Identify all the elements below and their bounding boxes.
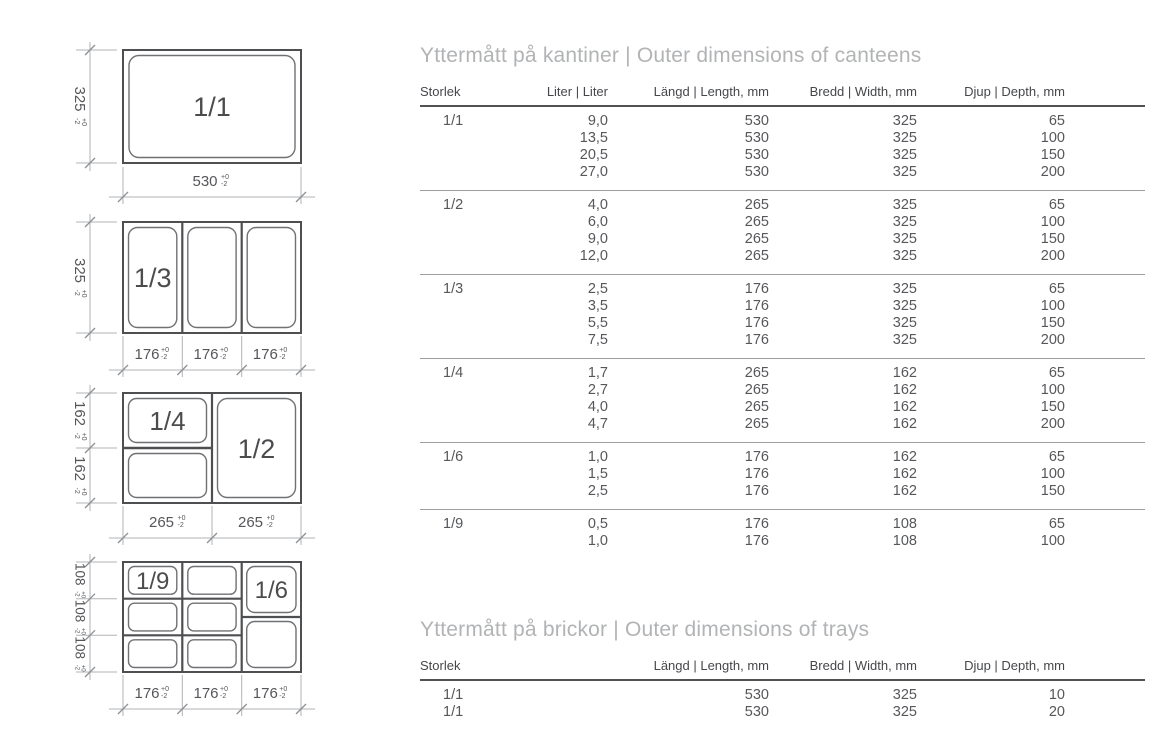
cell-value: 325	[892, 298, 917, 314]
table-row	[420, 332, 1145, 359]
cell-size	[420, 382, 490, 399]
cell-size	[420, 248, 490, 275]
cell-value: 325	[892, 164, 917, 180]
cell-value: 530	[744, 147, 769, 163]
cell-value: 9,0	[587, 231, 608, 247]
cell-value: 162	[892, 416, 917, 432]
table-header-row	[420, 658, 1145, 680]
cell-value: 100	[1040, 130, 1065, 146]
height-dimension	[71, 401, 88, 441]
cell-value: 162	[892, 483, 917, 499]
cell-value: 265	[744, 231, 769, 247]
col-header-width: Bredd | Width, mm	[809, 84, 917, 99]
dim-tolerance-plus: +0	[79, 628, 86, 635]
height-dimension	[72, 563, 87, 599]
cell-value: 150	[1040, 399, 1065, 415]
cell-spacer	[1065, 147, 1145, 164]
dim-tolerance-minus: -2	[279, 693, 286, 700]
cell-value: 9,0	[587, 113, 608, 129]
dim-tolerance-plus: +0	[279, 347, 288, 354]
cell-value: 176	[744, 315, 769, 331]
cell-value: 65	[1048, 281, 1065, 297]
dim-tolerance-plus: +0	[161, 686, 169, 693]
pan-size-label: 1/9	[136, 568, 170, 595]
canteens-table	[420, 84, 1145, 559]
width-dimension	[134, 346, 287, 363]
cell-value: 325	[892, 197, 917, 213]
dim-value: 530	[192, 173, 218, 190]
dim-tolerance-plus: +0	[80, 289, 87, 298]
cell-size	[420, 147, 490, 164]
cell-value: 176	[744, 281, 769, 297]
canteens-section	[420, 44, 1149, 559]
dim-value: 176	[134, 346, 160, 363]
dim-tolerance-plus: +0	[266, 515, 275, 522]
cell-value: 4,0	[587, 197, 608, 213]
cell-value: 200	[1040, 248, 1065, 264]
table-row	[420, 704, 1145, 730]
height-dimension	[72, 600, 87, 636]
cell-size	[420, 214, 490, 231]
dimension-diagrams	[0, 0, 420, 754]
pan-inner-outline	[188, 228, 236, 328]
cell-value: 530	[744, 130, 769, 146]
table-row	[420, 399, 1145, 416]
cell-value: 200	[1040, 416, 1065, 432]
cell-value: 265	[744, 365, 769, 381]
cell-value: 20	[1048, 704, 1065, 720]
cell-value: 65	[1048, 197, 1065, 213]
table-row	[420, 443, 1145, 467]
dim-tolerance-minus: -2	[73, 118, 80, 125]
cell-value: 4,0	[587, 399, 608, 415]
cell-size: 1/4	[443, 365, 464, 381]
cell-value: 100	[1040, 298, 1065, 314]
cell-size: 1/3	[443, 281, 464, 297]
dim-tolerance-minus: -2	[220, 693, 227, 700]
cell-value: 1,0	[587, 533, 608, 549]
cell-value: 7,5	[587, 332, 608, 348]
cell-value: 325	[892, 332, 917, 348]
dim-tolerance-minus: -2	[266, 522, 273, 529]
cell-size	[420, 231, 490, 248]
cell-spacer	[1065, 704, 1145, 730]
cell-size	[420, 130, 490, 147]
cell-value: 325	[892, 113, 917, 129]
cell-spacer	[1065, 399, 1145, 416]
cell-value: 150	[1040, 483, 1065, 499]
dim-tolerance-plus: +0	[80, 118, 87, 126]
dim-tolerance-plus: +0	[79, 664, 86, 672]
cell-size: 1/1	[443, 704, 464, 720]
cell-value: 150	[1040, 231, 1065, 247]
dim-value: 176	[193, 346, 219, 363]
dim-tolerance-plus: +0	[220, 686, 228, 693]
cell-value: 162	[892, 365, 917, 381]
cell-size	[420, 416, 490, 443]
cell-spacer	[1065, 510, 1145, 534]
dim-tolerance-minus: -2	[221, 181, 228, 188]
cell-spacer	[1065, 248, 1145, 275]
table-row	[420, 191, 1145, 215]
dim-tolerance-minus: -2	[161, 354, 168, 361]
col-header-storlek: Storlek	[420, 658, 461, 673]
cell-value: 325	[892, 315, 917, 331]
cell-value: 176	[744, 516, 769, 532]
cell-value: 325	[892, 147, 917, 163]
dim-tolerance-plus: +0	[80, 432, 87, 441]
cell-value: 20,5	[579, 147, 608, 163]
cell-value: 162	[892, 382, 917, 398]
cell-value: 100	[1040, 533, 1065, 549]
cell-value: 150	[1040, 147, 1065, 163]
pan-size-label: 1/6	[254, 577, 288, 604]
dim-value: 325	[71, 86, 88, 112]
cell-value: 176	[744, 298, 769, 314]
col-header-length: Längd | Length, mm	[653, 658, 769, 673]
pan-inner-outline	[129, 640, 177, 668]
cell-value: 530	[744, 704, 769, 720]
cell-spacer	[1065, 483, 1145, 510]
cell-value: 65	[1048, 449, 1065, 465]
diagram-1-1	[71, 42, 315, 204]
cell-spacer	[1065, 275, 1145, 299]
dim-tolerance-minus: -2	[279, 354, 286, 361]
cell-size	[420, 332, 490, 359]
table-row	[420, 275, 1145, 299]
cell-spacer	[1065, 191, 1145, 215]
pan-size-label: 1/2	[237, 434, 276, 464]
cell-value: 0,5	[587, 516, 608, 532]
pan-inner-outline	[129, 454, 207, 498]
table-row	[420, 298, 1145, 315]
cell-value: 530	[744, 164, 769, 180]
height-dimension	[72, 636, 87, 672]
width-dimension	[134, 685, 287, 702]
cell-value: 1,7	[587, 365, 608, 381]
dim-tolerance-minus: -2	[220, 354, 227, 361]
dim-value: 108	[72, 599, 88, 623]
width-dimension	[192, 173, 229, 190]
col-header-depth: Djup | Depth, mm	[964, 84, 1065, 99]
cell-value: 265	[744, 214, 769, 230]
cell-size: 1/1	[443, 687, 464, 703]
dim-tolerance-minus: -2	[73, 289, 80, 296]
trays-table-title: Yttermått på brickor | Outer dimensions of trays	[420, 618, 870, 641]
dim-tolerance-minus: -2	[73, 664, 80, 671]
cell-value: 265	[744, 248, 769, 264]
cell-spacer	[1065, 382, 1145, 399]
dim-tolerance-minus: -2	[161, 693, 168, 700]
cell-spacer	[1065, 298, 1145, 315]
dim-tolerance-plus: +0	[220, 347, 228, 354]
dim-tolerance-minus: -2	[73, 591, 80, 597]
cell-spacer	[1065, 164, 1145, 191]
dim-tolerance-minus: -2	[177, 522, 184, 529]
pan-inner-outline	[129, 603, 177, 631]
height-dimension	[71, 456, 88, 496]
dim-tolerance-plus: +0	[221, 174, 229, 181]
cell-size	[420, 466, 490, 483]
dim-value: 108	[72, 636, 88, 659]
dim-value: 265	[148, 514, 175, 531]
table-header-row	[420, 84, 1145, 106]
dim-value: 176	[134, 685, 160, 702]
cell-value: 100	[1040, 382, 1065, 398]
cell-value: 325	[892, 248, 917, 264]
cell-value: 176	[744, 449, 769, 465]
cell-value: 325	[892, 231, 917, 247]
cell-spacer	[1065, 315, 1145, 332]
cell-spacer	[1065, 466, 1145, 483]
diagram-1-9-1-6	[72, 554, 315, 716]
diagram-1-3	[71, 214, 315, 377]
cell-value: 265	[744, 416, 769, 432]
cell-value: 325	[892, 281, 917, 297]
table-row	[420, 164, 1145, 191]
cell-size: 1/1	[443, 113, 464, 129]
cell-size	[420, 298, 490, 315]
cell-value: 265	[744, 399, 769, 415]
table-row	[420, 382, 1145, 399]
cell-value: 100	[1040, 466, 1065, 482]
cell-spacer	[1065, 443, 1145, 467]
cell-value: 325	[892, 214, 917, 230]
cell-size: 1/6	[443, 449, 464, 465]
cell-size: 1/9	[443, 516, 464, 532]
pan-inner-outline	[188, 603, 236, 631]
dim-value: 108	[72, 563, 88, 586]
table-row	[420, 106, 1145, 130]
col-header-spacer	[1065, 658, 1145, 680]
dim-tolerance-plus: +0	[161, 347, 169, 354]
pan-inner-outline	[247, 622, 296, 668]
cell-size	[420, 483, 490, 510]
cell-spacer	[1065, 680, 1145, 704]
col-header-depth: Djup | Depth, mm	[964, 658, 1065, 673]
dim-value: 176	[252, 346, 278, 363]
dim-value: 162	[71, 400, 88, 427]
table-row	[420, 533, 1145, 559]
cell-spacer	[1065, 231, 1145, 248]
cell-value: 200	[1040, 332, 1065, 348]
trays-section	[420, 618, 1149, 730]
cell-value: 325	[892, 704, 917, 720]
cell-value: 176	[744, 533, 769, 549]
pan-inner-outline	[188, 567, 236, 595]
dim-value: 265	[237, 514, 264, 531]
cell-spacer	[1065, 533, 1145, 559]
cell-value: 2,5	[587, 483, 608, 499]
pan-inner-outline	[188, 640, 236, 668]
cell-size	[420, 533, 490, 559]
cell-spacer	[1065, 416, 1145, 443]
cell-value: 2,5	[587, 281, 608, 297]
dim-value: 176	[193, 685, 219, 702]
cell-value: 265	[744, 382, 769, 398]
cell-value: 108	[892, 516, 917, 532]
cell-spacer	[1065, 359, 1145, 383]
col-header-length: Längd | Length, mm	[653, 84, 769, 99]
cell-value: 6,0	[587, 214, 608, 230]
dim-tolerance-plus: +0	[79, 591, 86, 599]
pan-size-label: 1/3	[133, 263, 172, 293]
dim-value: 325	[71, 257, 88, 284]
canteens-table-body	[420, 106, 1145, 559]
table-row	[420, 147, 1145, 164]
dim-tolerance-plus: +0	[177, 515, 186, 522]
col-header-liter: Liter | Liter	[546, 84, 608, 99]
table-row	[420, 483, 1145, 510]
trays-table	[420, 658, 1145, 730]
cell-value: 3,5	[587, 298, 608, 314]
table-row	[420, 359, 1145, 383]
dim-value: 176	[252, 685, 278, 702]
table-row	[420, 130, 1145, 147]
cell-value: 325	[892, 687, 917, 703]
dim-value: 162	[71, 455, 88, 482]
cell-value: 12,0	[579, 248, 608, 264]
cell-value: 530	[744, 687, 769, 703]
cell-value: 65	[1048, 365, 1065, 381]
cell-value: 265	[744, 197, 769, 213]
cell-value: 176	[744, 483, 769, 499]
table-row	[420, 680, 1145, 704]
cell-value: 65	[1048, 113, 1065, 129]
cell-value: 13,5	[579, 130, 608, 146]
table-row	[420, 214, 1145, 231]
table-row	[420, 466, 1145, 483]
cell-value: 325	[892, 130, 917, 146]
cell-value: 162	[892, 466, 917, 482]
cell-value: 176	[744, 332, 769, 348]
cell-value: 108	[892, 533, 917, 549]
pan-size-label: 1/1	[193, 92, 231, 122]
cell-value: 200	[1040, 164, 1065, 180]
cell-spacer	[1065, 332, 1145, 359]
dim-tolerance-minus: -2	[73, 487, 80, 494]
cell-value: 27,0	[579, 164, 608, 180]
dim-tolerance-plus: +0	[279, 686, 288, 693]
trays-table-body	[420, 680, 1145, 730]
cell-value: 10	[1048, 687, 1065, 703]
cell-value: 162	[892, 449, 917, 465]
cell-value: 2,7	[587, 382, 608, 398]
cell-value: 1,5	[587, 466, 608, 482]
pan-inner-outline	[247, 228, 295, 328]
pan-size-label: 1/4	[149, 406, 186, 436]
cell-value: 4,7	[587, 416, 608, 432]
cell-size	[420, 164, 490, 191]
cell-value: 530	[744, 113, 769, 129]
col-header-width: Bredd | Width, mm	[809, 658, 917, 673]
col-header-spacer	[1065, 84, 1145, 106]
dimension-lines	[76, 385, 315, 545]
dim-tolerance-minus: -2	[73, 628, 80, 634]
table-row	[420, 231, 1145, 248]
diagram-1-4-1-2	[71, 385, 315, 545]
table-row	[420, 315, 1145, 332]
cell-value: 65	[1048, 516, 1065, 532]
table-row	[420, 510, 1145, 534]
cell-spacer	[1065, 214, 1145, 231]
cell-value: 176	[744, 466, 769, 482]
cell-size	[420, 399, 490, 416]
cell-value: 5,5	[587, 315, 608, 331]
table-row	[420, 416, 1145, 443]
canteens-table-title: Yttermått på kantiner | Outer dimensions of canteens	[420, 44, 922, 67]
dim-tolerance-plus: +0	[80, 487, 87, 496]
cell-spacer	[1065, 106, 1145, 130]
cell-size: 1/2	[443, 197, 464, 213]
dim-tolerance-minus: -2	[73, 432, 80, 439]
cell-value: 100	[1040, 214, 1065, 230]
cell-value: 1,0	[587, 449, 608, 465]
height-dimension	[71, 86, 88, 126]
cell-value: 162	[892, 399, 917, 415]
cell-value: 150	[1040, 315, 1065, 331]
table-row	[420, 248, 1145, 275]
cell-size	[420, 315, 490, 332]
col-header-storlek: Storlek	[420, 84, 461, 99]
height-dimension	[71, 258, 88, 298]
cell-spacer	[1065, 130, 1145, 147]
